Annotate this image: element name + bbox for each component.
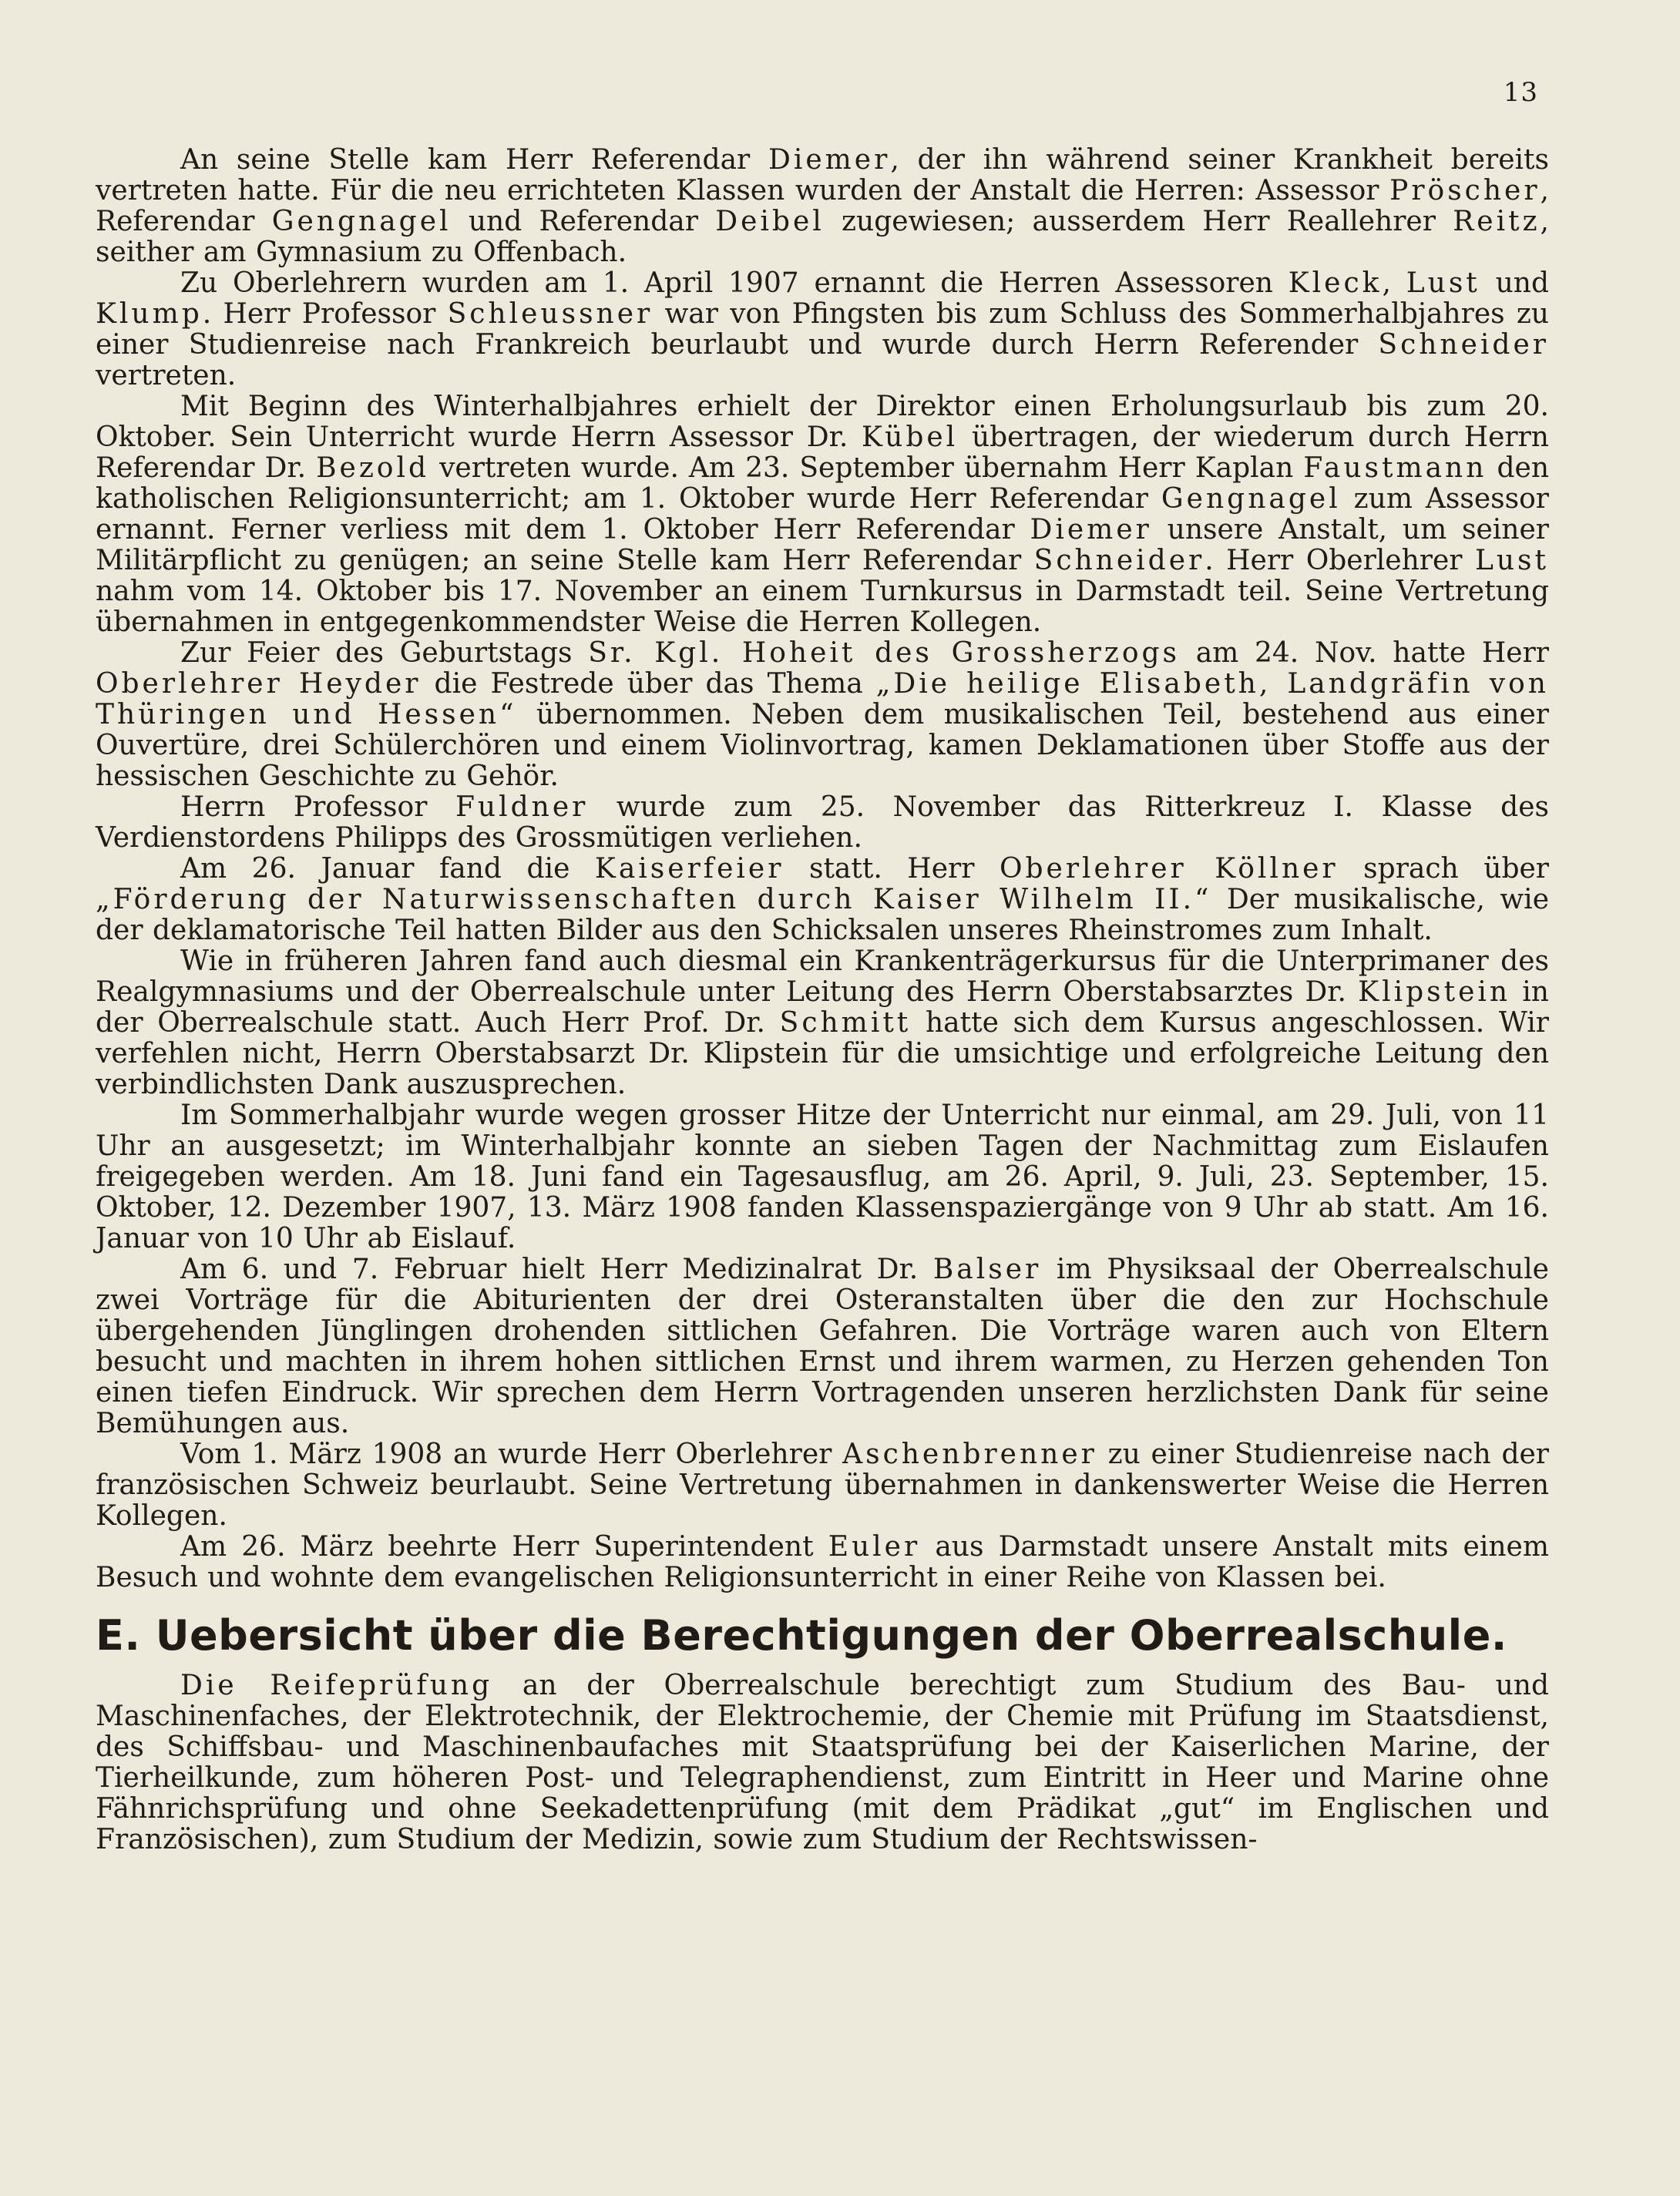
spaced-name: Kaiserfeier: [594, 853, 785, 885]
spaced-name: Sr. Kgl. Hoheit des Grossherzogs: [588, 637, 1181, 669]
text-run: , Referendar: [96, 175, 1549, 237]
spaced-name: Diemer: [1030, 514, 1152, 546]
text-run: Am 6. und 7. Februar hielt Herr Medizinalrat Dr.: [180, 1254, 933, 1285]
spaced-name: Lust: [1474, 545, 1549, 576]
text-run: Mit Beginn des Winterhalbjahres erhielt der Direktor einen Erholungsurlaub bis zum 20. Oktober. Sein Unterricht wurde Herrn Assessor Dr.: [96, 391, 1549, 453]
text-run: übertragen, der wiederum durch Herrn Referendar Dr.: [96, 421, 1549, 484]
text-run: in der Oberrealschule statt. Auch Herr Prof. Dr.: [96, 976, 1549, 1039]
spaced-name: Aschenbrenner: [842, 1439, 1097, 1470]
text-run: aus Darmstadt unsere Anstalt mits einem Besuch und wohnte dem evangelischen Religionsunterricht in einer Reihe von Klassen bei.: [96, 1531, 1549, 1593]
text-run: . Herr Oberlehrer: [1205, 545, 1475, 576]
text-run: Vom 1. März 1908 an wurde Herr Oberlehrer: [180, 1439, 843, 1470]
text-run: und Referendar: [451, 206, 716, 237]
text-run: zu einer Studienreise nach der französischen Schweiz beurlaubt. Seine Vertretung übernahmen in dankenswerter Weise die Herren Kollegen.: [96, 1439, 1549, 1532]
spaced-name: Schleussner: [447, 298, 654, 330]
text-run: Zur Feier des Geburtstags: [180, 637, 589, 669]
text-run: , der ihn während seiner Krankheit bereits vertreten hatte. Für die neu errichteten Klassen wurden der Anstalt die Herren: Assessor: [96, 144, 1549, 207]
paragraph: [96, 1532, 1549, 1593]
spaced-name: Oberlehrer Köllner: [999, 853, 1339, 885]
spaced-name: Fuldner: [455, 791, 589, 823]
paragraph: [96, 391, 1549, 638]
text-run: Der musikalische, wie der deklamatorische Teil hatten Bilder aus den Schicksalen unseres Rheinstromes zum Inhalt.: [96, 884, 1549, 946]
text-run: an der Oberrealschule berechtigt zum Studium des Bau- und Maschinenfaches, der Elektrotechnik, der Elektrochemie, der Chemie mit Prüfung im Staatsdienst, des Schiffsbau- und Maschinenbaufaches mit Staatsprüfung bei der Kaiserlichen Marine, der Tierheilkunde, zum höheren Post- und Telegraphendienst, zum Eintritt in Heer und Marine ohne Fähnrichsprüfung und ohne Seekadettenprüfung (mit dem Prädikat „gut“ im Englischen und Französischen), zum Studium der Medizin, sowie zum Studium der Rechtswissen-: [96, 1670, 1550, 1855]
section-heading: E. Uebersicht über die Berechtigungen der Oberrealschule.: [96, 1611, 1507, 1660]
text-run: übernommen. Neben dem musikalischen Teil, bestehend aus einer Ouvertüre, drei Schülerchören und einem Violinvortrag, kamen Deklamationen über Stoffe aus der hessischen Geschichte zu Gehör.: [96, 699, 1550, 792]
spaced-name: Gengnagel: [271, 206, 452, 237]
text-run: sprach über: [1338, 853, 1550, 885]
final-paragraph: [96, 1671, 1549, 1855]
spaced-name: Oberlehrer Heyder: [96, 668, 422, 700]
spaced-name: Kleck: [1288, 267, 1383, 299]
spaced-name: Lust: [1406, 267, 1480, 299]
spaced-name: „Förderung der Naturwissenschaften durch Kaiser Wilhelm II.“: [96, 884, 1212, 915]
text-run: nahm vom 14. Oktober bis 17. November an einem Turnkursus in Darmstadt teil. Seine Vertretung übernahmen in entgegenkommendster Weise die Herren Kollegen.: [96, 576, 1549, 638]
text-run: ,: [1382, 267, 1406, 299]
spaced-name: Diemer: [768, 144, 891, 176]
paragraph: [96, 1100, 1549, 1254]
text-run: Wie in früheren Jahren fand auch diesmal ein Krankenträgerkursus für die Unterprimaner des Realgymnasiums und der Oberrealschule unter Leitung des Herrn Oberstabsarztes Dr.: [96, 945, 1549, 1008]
text-run: hatte sich dem Kursus angeschlossen. Wir verfehlen nicht, Herrn Oberstabsarzt Dr. Klipstein für die umsichtige und erfolgreiche Leitung den verbindlichsten Dank auszusprechen.: [96, 1007, 1549, 1100]
paragraph: [96, 792, 1549, 854]
paragraph: [96, 638, 1549, 792]
paragraph: [96, 946, 1549, 1100]
text-run: An seine Stelle kam Herr Referendar: [180, 144, 768, 176]
text-run: und: [1480, 267, 1550, 299]
spaced-name: Klump: [96, 298, 203, 330]
text-run: am 24. Nov. hatte Herr: [1180, 637, 1549, 669]
text-run: den katholischen Religionsunterricht; am 1. Oktober wurde Herr Referendar: [96, 452, 1549, 515]
spaced-name: Schneider: [1033, 545, 1205, 576]
spaced-name: Kübel: [862, 421, 959, 453]
spaced-name: Reitz: [1453, 206, 1541, 237]
spaced-name: Balser: [932, 1254, 1042, 1285]
text-run: Herrn Professor: [180, 791, 455, 823]
spaced-name: Die Reifeprüfung: [180, 1670, 493, 1701]
text-run: Im Sommerhalbjahr wurde wegen grosser Hitze der Unterricht nur einmal, am 29. Juli, von 11 Uhr an ausgesetzt; im Winterhalbjahr konnte an sieben Tagen der Nachmittag zum Eislaufen freigegeben werden. Am 18. Juni fand ein Tagesausflug, am 26. April, 9. Juli, 23. September, 15. Oktober, 12. Dezember 1907, 13. März 1908 fanden Klassenspaziergänge von 9 Uhr ab statt. Am 16. Januar von 10 Uhr ab Eislauf.: [96, 1100, 1549, 1254]
text-run: vertreten wurde. Am 23. September übernahm Herr Kaplan: [429, 452, 1304, 484]
text-run: im Physiksaal der Oberrealschule zwei Vorträge für die Abiturienten der drei Osteranstalten über die den zur Hochschule übergehenden Jünglingen drohenden sittlichen Gefahren. Die Vorträge waren auch von Eltern besucht und machten in ihrem hohen sittlichen Ernst und ihrem warmen, zu Herzen gehenden Ton einen tiefen Eindruck. Wir sprechen dem Herrn Vortragenden unseren herzlichsten Dank für seine Bemühungen aus.: [96, 1254, 1549, 1439]
spaced-name: Pröscher: [1389, 175, 1541, 207]
page-number: 13: [1503, 77, 1538, 108]
paragraph: [96, 1254, 1549, 1439]
spaced-name: Gengnagel: [1161, 483, 1341, 515]
paragraph: [96, 1439, 1549, 1532]
text-run: Zu Oberlehrern wurden am 1. April 1907 ernannt die Herren Assessoren: [180, 267, 1289, 299]
text-run: unsere Anstalt, um seiner Militärpflicht zu genügen; an seine Stelle kam Herr Referendar: [96, 514, 1550, 576]
text-run: Am 26. Januar fand die: [180, 853, 595, 885]
text-run: . Herr Professor: [202, 298, 448, 330]
paragraph: [96, 854, 1549, 946]
spaced-name: Bezold: [316, 452, 430, 484]
text-run: war von Pfingsten bis zum Schluss des Sommerhalbjahres zu einer Studienreise nach Frankreich beurlaubt und wurde durch Herrn Referender: [96, 298, 1549, 361]
text-run: zum Assessor ernannt. Ferner verliess mit dem 1. Oktober Herr Referendar: [96, 483, 1549, 546]
page-body: [96, 145, 1549, 1855]
text-run: , seither am Gymnasium zu Offenbach.: [96, 206, 1549, 268]
paragraph-list: [96, 145, 1549, 1593]
text-run: zugewiesen; ausserdem Herr Reallehrer: [824, 206, 1453, 237]
spaced-name: Euler: [828, 1531, 921, 1563]
text-run: vertreten.: [96, 360, 237, 391]
text-run: statt. Herr: [784, 853, 1000, 885]
text-run: Am 26. März beehrte Herr Superintendent: [180, 1531, 828, 1563]
text-run: wurde zum 25. November das Ritterkreuz I. Klasse des Verdienstordens Philipps des Grossmütigen verliehen.: [96, 791, 1549, 854]
spaced-name: Schneider: [1378, 329, 1549, 361]
spaced-name: Deibel: [715, 206, 825, 237]
spaced-name: Faustmann: [1303, 452, 1487, 484]
paragraph: [96, 145, 1549, 268]
spaced-name: „Die heilige Elisabeth, Landgräfin von Thüringen und Hessen“: [96, 668, 1549, 730]
paragraph: [96, 268, 1549, 391]
spaced-name: Schmitt: [779, 1007, 912, 1039]
spaced-name: Klipstein: [1358, 976, 1511, 1008]
text-run: die Festrede über das Thema: [421, 668, 876, 700]
